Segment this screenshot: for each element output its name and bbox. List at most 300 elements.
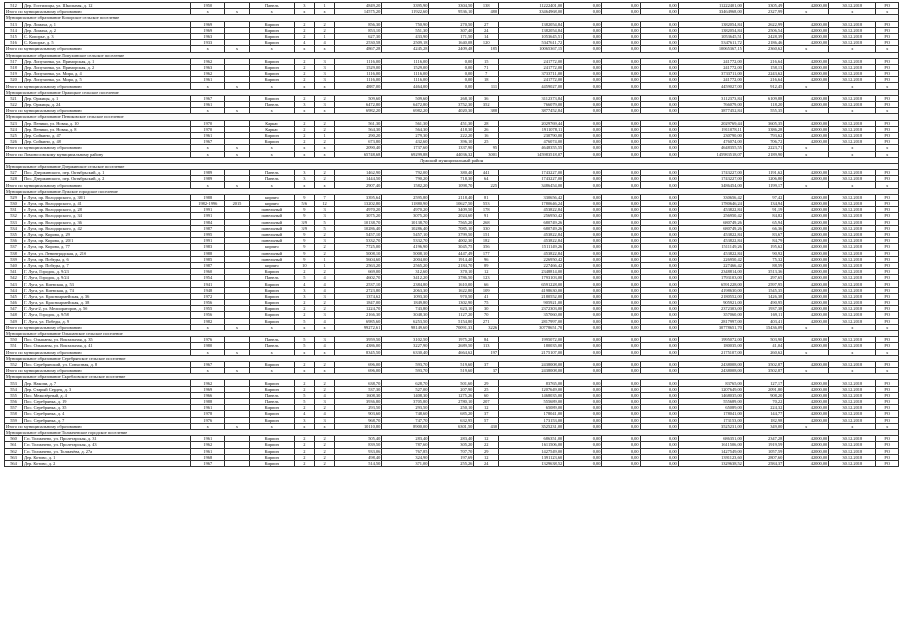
table-cell: 14575,20 [335,9,382,15]
table-cell: 0,00 [640,182,678,188]
table-cell: 1 [314,33,334,39]
table-cell: 0,00 [602,27,640,33]
table-cell: 357060,00 [499,312,564,318]
table-cell: 2004,00 [382,256,429,262]
table-cell: 3412,20 [382,275,429,281]
table-cell: 2189,90 [743,151,783,157]
table-cell: РО [876,139,899,145]
table-cell: x [876,182,899,188]
table-cell: Дер. Ломаха, д. 1 [22,21,190,27]
table-cell: 593,70 [382,361,429,367]
table-cell: 91,19 [743,207,783,213]
table-cell: 535 [5,231,23,237]
table-cell: 10627,50 [429,201,474,207]
table-cell: 686351,00 [499,436,564,442]
table-cell: 256950,42 [678,213,743,219]
table-cell: 553 [5,380,23,386]
municipality-section-title: Муниципальное образование Оржицкое сельское поселение [5,89,899,95]
table-cell: 549 [5,318,23,324]
table-cell: 1207649,00 [499,386,564,392]
table-cell: 2091,80 [743,386,783,392]
table-cell: x [294,108,314,114]
table-cell: Панель [249,275,294,281]
table-cell: 30.12.2018 [829,244,876,250]
table-cell: 1956 [191,312,225,318]
table-cell: г. Луга, пр. Володарского, д. 28 [22,207,190,213]
table-cell: Кирпич [249,287,294,293]
table-cell: 2 [314,244,334,250]
table-cell: 1911078,11 [678,126,743,132]
table-cell: 2 [314,250,334,256]
table-cell: 0,00 [640,423,678,429]
table-cell: x [876,423,899,429]
table-cell: 0,00 [564,132,602,138]
table-cell: 1611506,00 [678,442,743,448]
table-cell: 30.12.2018 [829,132,876,138]
table-cell: 3525231,00 [499,423,564,429]
table-cell: 0,00 [564,337,602,343]
table-cell: 2 [294,361,314,367]
table-cell: 1408,30 [382,392,429,398]
table-cell: РО [876,238,899,244]
table-cell: 70,22 [743,399,783,405]
table-cell: 0,00 [640,231,678,237]
table-cell: 1980 [191,343,225,349]
municipality-section-title: Муниципальное образование Лужское городское поселение [5,188,899,194]
table-cell: 11222401,00 [678,3,743,9]
table-cell: 1116,00 [335,77,382,83]
table-cell: 1962 [191,380,225,386]
table-cell: 145983518,07 [499,151,564,157]
table-cell: 3395,90 [382,3,429,9]
table-cell: 839,50 [335,442,382,448]
table-cell: 3752,30 [429,102,474,108]
table-cell: 29 [474,448,499,454]
table-cell: 5008,10 [382,250,429,256]
table-cell: 513 [5,21,23,27]
table-cell: 0,00 [640,361,678,367]
table-cell: 3 [314,207,334,213]
table-cell: 42000,00 [784,77,829,83]
table-cell: 0,00 [640,225,678,231]
table-cell: кирпич [249,244,294,250]
table-cell: 526 [5,139,23,145]
table-cell: Кирпич [249,312,294,318]
table-cell: x [294,349,314,355]
table-cell: 1967 [191,361,225,367]
table-cell: 98149,60 [382,324,429,330]
table-cell: 766079,00 [499,102,564,108]
table-cell: 30.12.2018 [829,58,876,64]
table-cell: 2184,70 [429,262,474,268]
table-cell: 1988 [191,250,225,256]
table-cell: Г.п. Толмачево, ул. Пролетарская, д. 31 [22,436,190,442]
table-cell: 2 [314,120,334,126]
table-cell: 30.12.2018 [829,392,876,398]
table-cell: 680749,26 [499,225,564,231]
table-cell: 0,00 [602,300,640,306]
table-cell: 4648355,55 [499,145,564,151]
table-cell: 0,00 [564,293,602,299]
table-cell: 370,10 [429,269,474,275]
table-cell: 418,30 [429,126,474,132]
table-cell: 71 [474,64,499,70]
table-cell: 1374,62 [335,293,382,299]
table-cell: 0,00 [564,417,602,423]
table-cell: 0,00 [602,231,640,237]
table-cell: 0,00 [564,442,602,448]
table-cell: РО [876,343,899,349]
table-cell: 2 [294,460,314,466]
table-cell: 0,00 [640,71,678,77]
table-cell: 30.12.2018 [829,306,876,312]
table-cell: г. Луга, пр. Кирова, д. 77 [22,244,190,250]
table-cell: 57 [474,417,499,423]
table-cell: 1847,00 [335,300,382,306]
table-cell: 0,00 [602,225,640,231]
table-cell: 13202,80 [335,201,382,207]
table-cell: 226950,42 [499,256,564,262]
table-cell: x [225,108,250,114]
table-cell: 2 [294,58,314,64]
table-cell: 1911078,11 [499,126,564,132]
table-cell: 480 [474,9,499,15]
table-cell: 503,90 [743,337,783,343]
table-cell: 2 [294,312,314,318]
table-cell: x [829,423,876,429]
table-cell: 0,00 [602,436,640,442]
table-cell: 5 [294,275,314,281]
table-cell: 42000,00 [784,126,829,132]
table-cell: 24 [474,27,499,33]
table-cell: 0,00 [640,145,678,151]
table-cell: 3877452,84 [678,108,743,114]
table-cell: Г.п. Толмачево, ул. Пролетарская, д. 43 [22,442,190,448]
table-cell: Пос. Серебрянский, ул. Совхозная, д. 8 [22,361,190,367]
table-cell: 0,00 [602,145,640,151]
table-cell: 2 [294,126,314,132]
table-cell: 1985 [191,256,225,262]
table-cell: 241772,00 [678,58,743,64]
table-cell: x [314,349,334,355]
table-cell: x [294,423,314,429]
table-cell: 42000,00 [784,386,829,392]
table-cell: 30.12.2018 [829,287,876,293]
table-cell: 3799,50 [429,231,474,237]
table-cell: 453822,84 [499,250,564,256]
table-cell: 4887,00 [335,83,382,89]
table-cell: 1 [314,3,334,9]
table-cell: x [314,46,334,52]
table-cell: 1743227,00 [499,170,564,176]
table-cell: x [294,83,314,89]
table-cell: 544 [5,287,23,293]
table-cell: 0,00 [564,281,602,287]
table-cell: 3/9 [294,219,314,225]
table-cell: г. Луга, пр. Володарского, д. 38/1 [22,194,190,200]
table-cell: 4198630,00 [499,287,564,293]
table-cell: Дер. Котово, д. 2 [22,460,190,466]
table-cell: 3 [314,312,334,318]
table-cell: 0,00 [602,46,640,52]
table-cell: 0,00 [602,250,640,256]
municipality-section-title: Муниципальное образование Ольшанское сельское поселение [5,330,899,336]
table-cell: 65089,00 [678,405,743,411]
table-cell: Панель [249,337,294,343]
table-cell: 9 [294,194,314,200]
table-cell: 3936,80 [335,399,382,405]
table-cell: 30.12.2018 [829,300,876,306]
table-cell: 30778651,70 [499,324,564,330]
table-cell: 593,70 [382,368,429,374]
table-cell: 0,00 [640,108,678,114]
table-cell: 2 [294,132,314,138]
table-cell: 0,00 [564,324,602,330]
table-cell: 2 [294,269,314,275]
table-cell: 403,41 [743,318,783,324]
table-cell: x [249,182,294,188]
table-cell: 2 [294,64,314,70]
table-cell: Пос. Дзержинского, пер. Октябрьский, д. 1 [22,170,190,176]
table-cell: 37 [474,361,499,367]
table-cell: Г. Луга, Городок, д. 9/58 [22,312,190,318]
table-cell: 0,00 [429,58,474,64]
table-cell: 518 [5,64,23,70]
table-cell: 564 [5,460,23,466]
subtotal-label: Итого по муниципальному образованию [5,46,191,52]
table-cell: 42000,00 [784,306,829,312]
table-cell: 268 [474,219,499,225]
table-cell: 241772,00 [499,77,564,83]
table-cell: 451,30 [429,120,474,126]
table-cell: 396,10 [429,139,474,145]
table-cell: 0,00 [564,405,602,411]
table-cell: РО [876,225,899,231]
table-cell: 2 [294,436,314,442]
table-cell: 0,00 [640,120,678,126]
table-cell: 197,69 [429,454,474,460]
table-cell: x [829,182,876,188]
table-cell: 10065367,15 [499,46,564,52]
table-cell: 0,00 [602,95,640,101]
table-cell: 1941 [191,281,225,287]
table-cell: 0,00 [564,306,602,312]
table-cell: РО [876,170,899,176]
table-cell: 2243,62 [743,71,783,77]
table-cell: 696,00 [335,368,382,374]
table-cell: x [784,324,829,330]
table-cell: 42000,00 [784,21,829,27]
table-cell: x [784,349,829,355]
table-cell: 42000,00 [784,27,829,33]
table-cell: 767,85 [382,448,429,454]
table-cell: 11922,60 [382,9,429,15]
table-cell: 0,00 [602,318,640,324]
table-cell: 680749,26 [678,225,743,231]
table-cell: 30.12.2018 [829,269,876,275]
table-cell: 2 [294,454,314,460]
table-cell: Г. Луга-2, ул. Мелиораторов, д. 5б [22,306,190,312]
table-cell: 2565,20 [382,262,429,268]
table-cell: 0,00 [640,126,678,132]
table-cell: 2180552,00 [499,293,564,299]
table-cell: 0,00 [564,300,602,306]
table-cell: 2063,30 [382,287,429,293]
table-cell: 42000,00 [784,194,829,200]
table-cell: 42000,00 [784,262,829,268]
table-cell: 0,00 [640,399,678,405]
table-cell: 0,00 [602,219,640,225]
table-cell: 37 [474,368,499,374]
table-cell: 3 [314,213,334,219]
table-cell: Кирпич [249,132,294,138]
table-cell: 91 [474,213,499,219]
table-cell: 0,00 [602,102,640,108]
table-cell: 2166,30 [335,312,382,318]
table-cell: 1954 [191,275,225,281]
table-cell: 1983 [191,244,225,250]
table-cell: 3877452,84 [499,108,564,114]
table-cell: 1337,90 [429,145,474,151]
table-cell: 0,00 [640,64,678,70]
table-cell: 2 [294,77,314,83]
table-cell: 5332,70 [382,238,429,244]
table-cell: 1780646,24 [678,201,743,207]
table-cell: 2438008,00 [499,361,564,367]
table-cell: 509,60 [382,95,429,101]
table-cell: x [225,324,250,330]
table-cell: 3001 [474,151,499,157]
table-cell: 83,67 [743,231,783,237]
table-cell: 42000,00 [784,417,829,423]
table-cell: 6591228,00 [499,281,564,287]
table-cell: 3395,64 [335,194,382,200]
table-cell: 905921,00 [678,300,743,306]
table-cell: 0,00 [564,287,602,293]
table-cell: 0,00 [640,250,678,256]
table-cell: 3048,30 [382,312,429,318]
table-cell: 490,95 [743,300,783,306]
table-cell: 127,17 [743,380,783,386]
table-cell: 3102,50 [382,337,429,343]
table-cell: 0,00 [640,417,678,423]
table-cell: 853,10 [335,27,382,33]
table-cell: 5 [294,392,314,398]
table-cell: 0,00 [602,244,640,250]
table-cell: 3 [294,287,314,293]
table-cell [225,460,250,466]
table-cell: 123 [474,275,499,281]
table-cell: 2 [314,300,334,306]
table-cell: 2 [314,306,334,312]
table-cell: 1427549,00 [678,448,743,454]
table-cell: 30.12.2018 [829,361,876,367]
table-cell: 42000,00 [784,269,829,275]
table-cell: 109 [474,287,499,293]
table-cell: 30.12.2018 [829,207,876,213]
table-cell: 1116,00 [335,71,382,77]
table-cell: x [249,349,294,355]
table-cell: 1391123,60 [678,454,743,460]
table-cell: x [191,145,225,151]
table-cell: 1737,60 [382,145,429,151]
table-cell: 453822,84 [678,238,743,244]
table-cell: г. Луга, пр. Победы, д. 7 [22,262,190,268]
table-cell: РО [876,448,899,454]
table-cell: 42000,00 [784,293,829,299]
table-cell: 26 [474,126,499,132]
table-cell: 4459027,00 [499,83,564,89]
table-cell: 7565,20 [429,219,474,225]
table-cell: 12 [474,269,499,275]
table-cell: 0,00 [640,176,678,182]
table-cell: 685,20 [429,411,474,417]
table-cell: 1963 [191,33,225,39]
table-cell: 673,80 [335,139,382,145]
table-cell: 2 [314,405,334,411]
table-cell: РО [876,132,899,138]
table-cell: 0,00 [429,64,474,70]
table-cell: 1127,20 [429,312,474,318]
table-cell: 522 [5,102,23,108]
table-cell: 505,40 [335,436,382,442]
table-cell: 1968 [191,454,225,460]
table-cell: 534 [5,225,23,231]
table-cell: Кирпич [249,417,294,423]
table-cell: 0,00 [640,368,678,374]
table-cell: x [225,9,250,15]
table-cell: 3605,35 [743,120,783,126]
table-cell: 96 [474,256,499,262]
table-cell: 1468035,00 [678,392,743,398]
table-cell: 3 [314,238,334,244]
table-cell: 42000,00 [784,343,829,349]
table-cell: РО [876,436,899,442]
table-cell: 0,00 [640,256,678,262]
table-cell: 349,00 [743,423,783,429]
table-cell: 0,00 [602,281,640,287]
table-cell: 4198630,00 [678,287,743,293]
table-cell: 1976 [191,417,225,423]
table-cell: Дер. Лопухинка, ул. Приморская, д. 2 [22,64,190,70]
table-cell: 42000,00 [784,102,829,108]
table-cell: x [294,368,314,374]
table-cell: 9 [294,250,314,256]
table-cell: 6330,40 [382,349,429,355]
table-cell: 1093,30 [382,293,429,299]
table-cell: РО [876,194,899,200]
table-cell: 2186,46 [743,40,783,46]
table-cell: 30.12.2018 [829,120,876,126]
table-cell: 0,00 [640,46,678,52]
table-cell: 0,00 [564,213,602,219]
table-cell: панельный [249,256,294,262]
table-cell: 2780,10 [429,399,474,405]
table-cell: 30.12.2018 [829,95,876,101]
table-cell: 111 [474,83,499,89]
table-cell: 1987 [191,262,225,268]
table-cell: 3075,20 [382,213,429,219]
table-cell: 2563,20 [335,262,382,268]
table-cell: Пос. Серебрянка, д. 35 [22,405,190,411]
table-cell: 0,00 [602,460,640,466]
table-cell: Дер. Оржицы, д. 1 [22,95,190,101]
table-cell: 1955 [191,306,225,312]
table-cell: 1978 [191,411,225,417]
municipality-section-title: Муниципальное образование Серебрянское сельское поселение [5,355,899,361]
table-cell: 2689,50 [429,343,474,349]
table-cell: 84 [474,337,499,343]
